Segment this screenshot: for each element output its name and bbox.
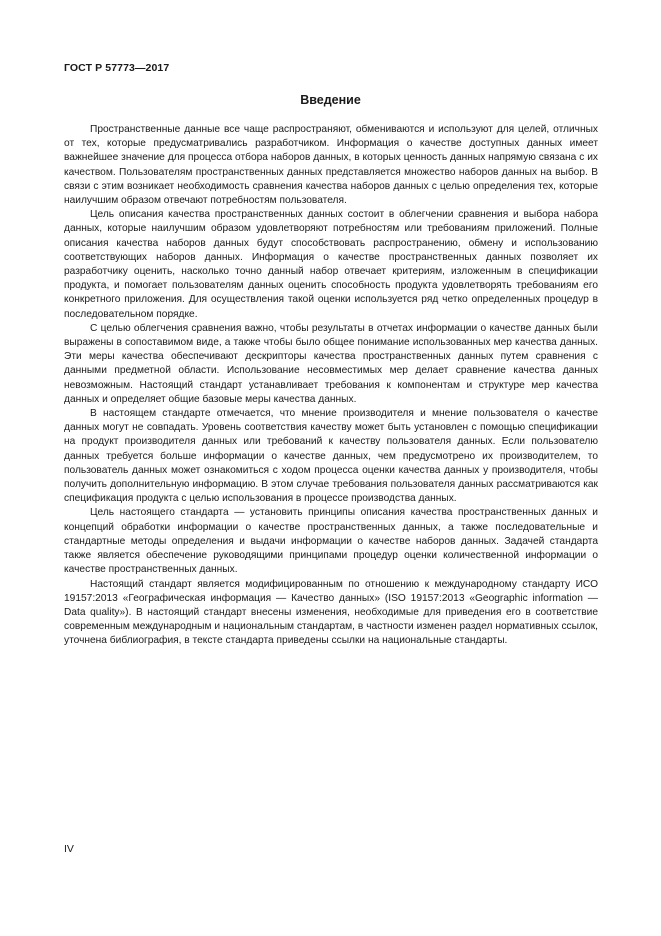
page-number: IV bbox=[64, 843, 74, 855]
paragraph: Настоящий стандарт является модифицированным по отношению к международному стандарту ИСО 19157:2013 «Географическая информация — Качество данных» (ISO 19157:2013 «Geographic information — Data quality»). В настоящий стандарт внесены изменения, необходимые для приведения его в соответствие современным международным и национальным стандартам, в частности изменен раздел нормативных ссылок, уточнена библиография, в тексте стандарта приведены ссылки на национальные стандарты. bbox=[64, 578, 598, 647]
paragraph: В настоящем стандарте отмечается, что мнение производителя и мнение пользователя о качестве данных могут не совпадать. Уровень соответствия качеству может быть установлен с помощью спецификации на продукт производителя данных или требований к качеству пользователя данных. Если пользователю данных требуется больше информации о качестве данных, чем предусмотрено их производителем, то пользователь данных может ознакомиться с ходом процесса оценки качества данных у производителя, чтобы получить дополнительную информацию. В этом случае требования пользователя данных рассматриваются как спецификация продукта с целью использования в процессе производства данных. bbox=[64, 408, 598, 505]
section-title: Введение bbox=[300, 93, 361, 107]
document-body bbox=[64, 123, 598, 649]
paragraph: Цель описания качества пространственных данных состоит в облегчении сравнения и выбора набора данных, которые наилучшим образом удовлетворяют потребностям или требованиям приложений. Полные описания качества наборов данных будут способствовать распространению, обмену и использованию соответствующих наборов данных. Информация о качестве пространственных данных позволяет их разработчику оценить, насколько точно данный набор отвечает критериям, изложенным в спецификации продукта, и помогает пользователям данных оценить способность продукта удовлетворять требованиям его конкретного приложения. Для осуществления такой оценки используется ряд четко определенных процедур в последовательном порядке. bbox=[64, 209, 598, 320]
document-code: ГОСТ Р 57773—2017 bbox=[64, 62, 170, 74]
paragraph: С целью облегчения сравнения важно, чтобы результаты в отчетах информации о качестве данных были выражены в сопоставимом виде, а также чтобы было общее понимание использованных мер качества данных. Эти меры качества обеспечивают дескрипторы качества пространственных данных путем сравнения с данными предметной области. Использование несовместимых мер делает сравнение качества данных невозможным. Настоящий стандарт устанавливает требования к компонентам и структуре мер качества данных и определяет общие базовые меры качества данных. bbox=[64, 322, 598, 405]
paragraph: Цель настоящего стандарта — установить принципы описания качества пространственных данных и концепций обработки информации о качестве пространственных данных, а также последовательные и стандартные методы определения и выдачи информации о качестве наборов данных. Задачей стандарта также является обеспечение руководящими принципами процедур оценки количественной информации о качестве пространственных данных. bbox=[64, 507, 598, 576]
paragraph: Пространственные данные все чаще распространяют, обмениваются и используют для целей, отличных от тех, которые предусматривались разработчиком. Информация о качестве доступных данных имеет важнейшее значение для процесса отбора наборов данных, в которых ценность данных напрямую связана с их качеством. Пользователям пространственных данных представляется множество наборов данных на выбор. В связи с этим возникает необходимость сравнения качества наборов данных с целью определения тех, которые наилучшим образом отвечают потребностям пользователя. bbox=[64, 124, 598, 207]
